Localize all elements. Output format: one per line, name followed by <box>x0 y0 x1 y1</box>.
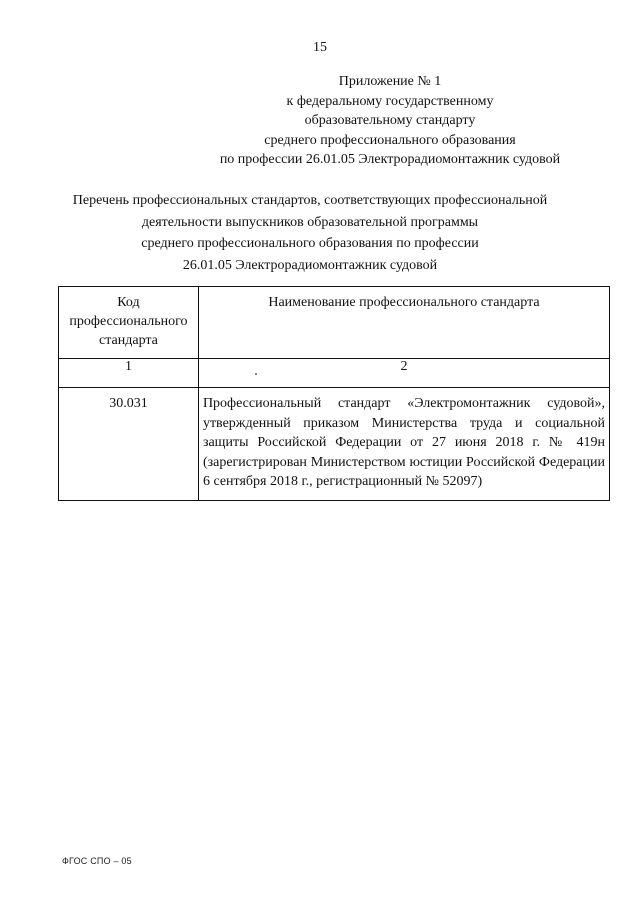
standards-table <box>58 286 610 501</box>
appendix-line-3: образовательному стандарту <box>304 113 476 128</box>
header-code-line-3: стандарта <box>99 333 158 348</box>
footer-mark: ФГОС СПО – 05 <box>62 856 132 866</box>
appendix-line-4: среднего профессионального образования <box>264 132 516 148</box>
document-title <box>60 190 560 276</box>
page-number: 15 <box>313 40 327 55</box>
column-number-row <box>59 359 610 388</box>
title-line-4: 26.01.05 Электрорадиомонтажник судовой <box>182 257 438 273</box>
column-number-2-cell <box>198 359 609 388</box>
appendix-line-5: по профессии 26.01.05 Электрорадиомонтажник судовой <box>219 152 561 167</box>
header-code-line-1: Код <box>117 295 140 310</box>
title-line-1: Перечень профессиональных стандартов, соответствующих профессиональной <box>72 193 548 208</box>
header-code <box>59 287 199 359</box>
header-code-line-2: профессионального <box>69 314 188 329</box>
table-row <box>59 388 610 501</box>
scan-speck <box>255 373 257 375</box>
appendix-line-2: к федеральному государственному <box>286 93 494 109</box>
appendix-header <box>200 72 580 170</box>
column-number-1: 1 <box>59 359 199 388</box>
table-header-row <box>59 287 610 359</box>
standard-code: 30.031 <box>59 388 199 501</box>
title-line-2: деятельности выпускников образовательной программы <box>141 214 479 230</box>
title-line-3: среднего профессионального образования по профессии <box>141 236 479 251</box>
appendix-line-1: Приложение № 1 <box>338 74 442 89</box>
standard-name: Профессиональный стандарт «Электромонтажник судовой», утвержденный приказом Министерства труда и социальной защиты Российской Федерации от 27 июня 2018 г. № 419н (зарегистрирован Министерством юстиции Российской Федерации 6 сентября 2018 г., регистрационный № 52097) <box>198 388 609 501</box>
column-number-2: 2 <box>400 359 408 374</box>
header-name: Наименование профессионального стандарта <box>198 287 609 359</box>
